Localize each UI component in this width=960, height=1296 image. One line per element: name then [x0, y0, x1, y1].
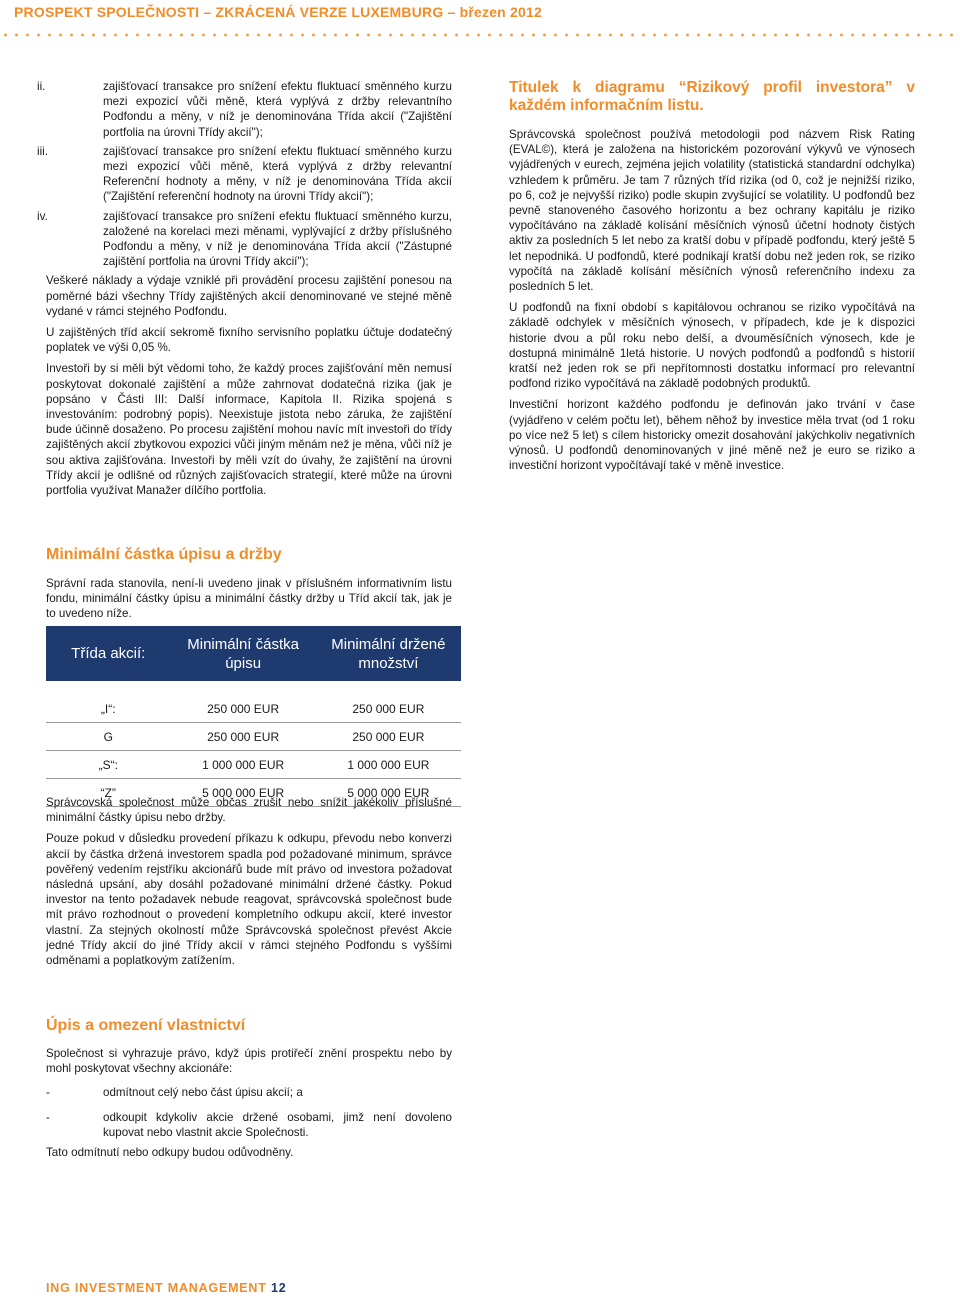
fixed-term-paragraph: U podfondů na fixní období s kapitálovou ochranou se riziko vypočítává na základě odchylek v měsíčních výnosech, v případech, kde je k dispozici historie dvou a půl roku nebo delší, a dvouměsíčních výnosech, kde je dostupná minimálně 1letá historie. U nových podfondů a podfondů s historií kratší než jeden rok se při nepřítomnosti dostatku informací pro relevantní podfond riziko vypočítává na základě podobných produktů. [509, 301, 915, 391]
cell-holding: 250 000 EUR [316, 723, 461, 751]
list-number: ii. [37, 80, 46, 93]
min-section-after [46, 795, 452, 974]
min-section-intro [46, 576, 452, 628]
list-item-iii [37, 144, 452, 205]
upis-section-body [46, 1046, 452, 1166]
header-min-subscription: Minimální částka úpisu [171, 626, 316, 681]
redemption-paragraph: Pouze pokud v důsledku provedení příkazu k odkupu, převodu nebo konverzi akcií by částka držená investorem spadla pod požadované minimum, správce pověřený vedením rejstříku akcionářů bude mít právo od investora požadovat následná upsání, aby dosáhl požadované minimální držené částky. Pokud investor na tento požadavek nebude reagovat, správcovská společnost bude mít právo rozhodnout o provedení kompletního odkupu akcií, které investor vlastní. Za stejných okolností může Správcovská společnost převést Akcie jedné Třídy akcií do jiné Třídy akcií v rámci stejného Podfondu s vyššími odměnami a poplatkovým zatížením. [46, 832, 452, 968]
table-row [46, 751, 461, 779]
cell-class: G [46, 723, 171, 751]
page-footer [46, 1281, 287, 1295]
table-header-row [46, 626, 461, 681]
risk-paragraph: Investoři by si měli být vědomi toho, že každý proces zajišťování měn nemusí poskytovat dokonalé zajištění a může zahrnovat dodatečná rizika (jak je popsáno v Části III: Další informace, Kapitola II. Rizika spojená s investováním: podrobný popis). Neexistuje jistota nebo záruka, že zajištění bude účinně dosaženo. Po procesu zajištění mohou navíc mít investoři do třídy zajištěných akcií zbytkovou expozici vůči jiným měnám než je měna, vůči níž je sou aktiva zajišťována. Investoři by měli vzít do úvahy, že zajištění na úrovni Třídy akcií je odlišné od různých zajišťovacích strategií, které může na úrovni portfolia využívat Manažer dílčího portfolia. [46, 362, 452, 498]
list-item-text: zajišťovací transakce pro snížení efektu fluktuací směnného kurzu mezi expozicí vůči měně, která vyplývá z držby relevantního Podfondu a měny, v níž je denominována Třída akcií ("Zajištění portfolia na úrovni Třídy akcií"); [103, 80, 452, 139]
cell-class: “Z” [46, 779, 171, 807]
header-min-holding: Minimální držené množství [316, 626, 461, 681]
cell-holding: 1 000 000 EUR [316, 751, 461, 779]
investment-horizon-paragraph: Investiční horizont každého podfondu je definován jako trvání v čase (vyjádřeno v celém počtu let), během něhož by investice měla trvat (od 1 roku po více než 5 let) s cílem historicky omezit dosahování jakýchkoliv negativních výnosů. U podfondů denominovaných v jiné měně než je euro se riziko a investiční horizont vypočítávají také v měně investice. [509, 398, 915, 473]
left-column [37, 79, 452, 504]
list-item-text: odkoupit kdykoliv akcie držené osobami, jimž není dovoleno kupovat nebo vlastnit akcie Společnosti. [103, 1110, 452, 1139]
header-dotted-divider [0, 33, 960, 37]
list-item-text: odmítnout celý nebo část úpisu akcií; a [103, 1086, 303, 1100]
cell-subscription: 250 000 EUR [171, 695, 316, 723]
min-section-title: Minimální částka úpisu a držby [46, 546, 282, 563]
upis-intro: Společnost si vyhrazuje právo, když úpis protiřečí znění prospektu nebo by mohl poskytovat všechny akcionáře: [46, 1047, 452, 1076]
list-item-ii [37, 79, 452, 140]
cell-subscription: 1 000 000 EUR [171, 751, 316, 779]
right-column [509, 79, 915, 479]
cell-holding: 250 000 EUR [316, 695, 461, 723]
list-item-iv [37, 209, 452, 270]
footer-label: ING INVESTMENT MANAGEMENT [46, 1281, 267, 1295]
list-item [46, 1110, 452, 1140]
table-row [46, 695, 461, 723]
upis-closing: Tato odmítnutí nebo odkupy budou odůvodněny. [46, 1146, 294, 1160]
costs-paragraph: Veškeré náklady a výdaje vzniklé při provádění procesu zajištění ponesou na poměrné bázi všechny Třídy zajištěných akcií denominované ve stejné měně vydané v rámci stejného Podfondu. [46, 274, 452, 318]
right-column-title: Titulek k diagramu “Rizikový profil investora” v každém informačním listu. [509, 79, 915, 114]
dash-bullet: - [46, 1110, 50, 1124]
header-share-class: Třída akcií: [46, 626, 171, 681]
risk-rating-paragraph: Správcovská společnost používá metodologii pod názvem Risk Rating (EVAL©), která je založena na historickém pozorování výkyvů ve výnosech vyjádřených v eurech, zejména jejich volatility (statistická standardní odchylka) vzhledem k průměru. Je tam 7 různých tříd rizika (od 0, což je nejnižší riziko, po 6, což je nejvyšší riziko) podle skupin zvyšující se volatility. U podfondů bez pevně stanoveného časového horizontu a bez ochrany kapitálu je riziko vypočítáváno na základě kolísání měsíčních výnosů účetní hodnoty čistých aktiv za posledních 5 let nebo za kratší dobu v případě podfondu, který ještě 5 let nepodniká. U podfondů, které podnikají kratší dobu než jeden rok, se riziko vypočítá na základě kolísání měsíčních výnosů referenčního indexu za posledních 5 let. [509, 128, 915, 294]
list-number: iv. [37, 209, 48, 223]
document-header: PROSPEKT SPOLEČNOSTI – ZKRÁCENÁ VERZE LUXEMBURG – březen 2012 [14, 4, 542, 20]
minimum-amounts-table [46, 626, 461, 807]
list-item [46, 1085, 452, 1100]
dash-bullet: - [46, 1086, 50, 1100]
cell-class: „I“: [46, 695, 171, 723]
fee-paragraph: U zajištěných tříd akcií sekromě fixního servisního poplatku účtuje dodatečný poplatek ve výši 0,05 %. [46, 326, 452, 355]
list-item-text: zajišťovací transakce pro snížení efektu fluktuací směnného kurzu, založené na korelaci mezi měnami, vyplývající z držby příslušného Podfondu a měny, v níž je denominována Třída akcií ("Zástupné zajištění portfolia na úrovni Třídy akcií"); [103, 209, 452, 269]
page-number: 12 [270, 1281, 287, 1295]
cell-class: „S“: [46, 751, 171, 779]
table-row [46, 723, 461, 751]
cell-subscription: 5 000 000 EUR [171, 779, 316, 807]
cancel-minimum-paragraph: Správcovská společnost může občas zrušit nebo snížit jakékoliv příslušné minimální částky úpisu nebo držby. [46, 796, 452, 825]
cell-subscription: 250 000 EUR [171, 723, 316, 751]
upis-section-title: Úpis a omezení vlastnictví [46, 1017, 246, 1034]
list-item-text: zajišťovací transakce pro snížení efektu fluktuací směnného kurzu mezi expozicí vůči měně, která vyplývá z držby relevantní Referenční hodnoty a měny, v níž je denominována Třída akcií ("Zajištění referenční hodnoty na úrovni Třídy akcií"); [103, 144, 452, 204]
cell-holding: 5 000 000 EUR [316, 779, 461, 807]
min-intro-text: Správní rada stanovila, není-li uvedeno jinak v příslušném informativním listu fondu, minimální částky úpisu a minimální částky držby u Tříd akcií tak, jak je to uvedeno níže. [46, 577, 452, 621]
list-number: iii. [37, 144, 48, 158]
